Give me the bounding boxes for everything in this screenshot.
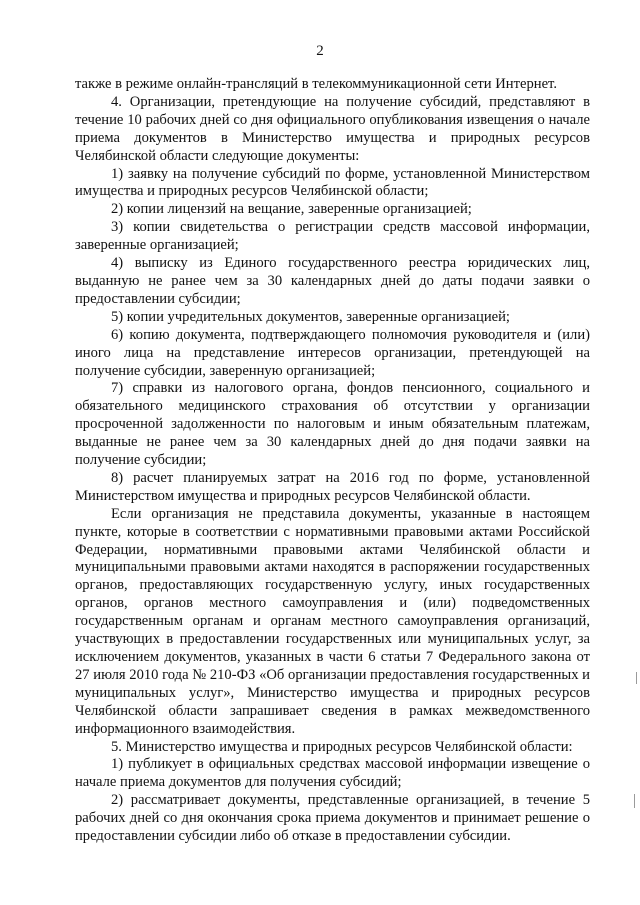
list-item-5: 5) копии учредительных документов, заверенные организацией; — [111, 308, 510, 325]
scan-margin-mark — [636, 672, 637, 684]
paragraph-continuation: также в режиме онлайн-трансляций в телекоммуникационной сети Интернет. — [75, 76, 557, 92]
list-item-6: 6) копию документа, подтверждающего полномочия руководителя и (или) иного лица на представление интересов организации, претендующей на получение субсидии, заверенную организацией; — [75, 326, 590, 379]
list-item-5-2: 2) рассматривает документы, представленные организацией, в течение 5 рабочих дней со дня окончания срока приема документов и принимает решение о предоставлении субсидии либо об отказе в предоставлении субсидии. — [75, 792, 590, 845]
document-body — [75, 76, 590, 846]
list-item-1: 1) заявку на получение субсидий по форме, установленной Министерством имущества и природных ресурсов Челябинской области; — [75, 165, 590, 200]
scan-margin-mark — [634, 794, 635, 808]
list-item-5-1: 1) публикует в официальных средствах массовой информации извещение о начале приема документов для получения субсидий; — [75, 756, 590, 791]
page-number: 2 — [316, 43, 324, 59]
list-item-2: 2) копии лицензий на вещание, заверенные организацией; — [111, 201, 472, 218]
paragraph-interagency: Если организация не представила документы, указанные в настоящем пункте, которые в соответствии с нормативными правовыми актами Российской Федерации, нормативными правовыми актами Челябинской области и муниципальными правовыми актами находятся в распоряжении государственных органов, предоставляющих государственную услугу, иных государственных органов, органов местного самоуправления и (или) подведомственных государственным органам и органам местного самоуправления организаций, участвующих в предоставлении государственных или муниципальных услуг, за исключением документов, указанных в части 6 статьи 7 Федерального закона от 27 июля 2010 года № 210-ФЗ «Об организации предоставления государственных и муниципальных услуг», Министерство имущества и природных ресурсов Челябинской области запрашивает сведения в рамках межведомственного информационного взаимодействия. — [75, 505, 590, 737]
list-item-8: 8) расчет планируемых затрат на 2016 год по форме, установленной Министерством имущества и природных ресурсов Челябинской области. — [75, 469, 590, 504]
paragraph-item-4: 4. Организации, претендующие на получение субсидий, представляют в течение 10 рабочих дней со дня официального опубликования извещения о начале приема документов в Министерство имущества и природных ресурсов Челябинской области следующие документы: — [75, 93, 590, 164]
paragraph-item-5: 5. Министерство имущества и природных ресурсов Челябинской области: — [111, 738, 573, 755]
list-item-7: 7) справки из налогового органа, фондов пенсионного, социального и обязательного медицинского страхования об отсутствии у организации просроченной задолженности по налоговым и иным обязательным платежам, выданные не ранее чем за 30 календарных дней до дня подачи заявки на получение субсидии; — [75, 380, 590, 469]
list-item-3: 3) копии свидетельства о регистрации средств массовой информации, заверенные организацией; — [75, 219, 590, 254]
list-item-4: 4) выписку из Единого государственного реестра юридических лиц, выданную не ранее чем за 30 календарных дней до даты подачи заявки о предоставлении субсидии; — [75, 255, 590, 307]
